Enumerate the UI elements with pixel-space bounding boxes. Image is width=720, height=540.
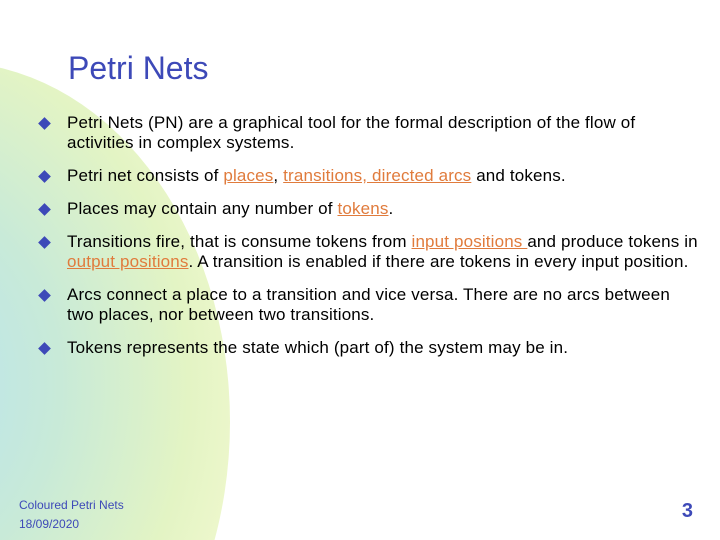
diamond-bullet-icon [38,170,51,183]
bullet-text: Arcs connect a place to a transition and vice versa. There are no arcs between two places, nor between two transitions. [67,285,670,324]
bullet-item [38,285,698,325]
bullet-text: Petri net consists of [67,166,224,185]
bullet-text: Tokens represents the state which (part of) the system may be in. [67,338,569,357]
bullet-text: , [273,166,284,185]
bullet-item [38,113,698,153]
bullet-item [38,338,698,358]
bullet-link[interactable]: transitions, directed arcs [283,166,472,185]
diamond-bullet-icon [38,117,51,130]
bullet-item [38,232,698,272]
bullet-text: Places may contain any number of [67,199,338,218]
bullet-text: and produce tokens in [527,232,698,251]
page-number: 3 [681,500,693,522]
diamond-bullet-icon [38,342,51,355]
diamond-bullet-icon [38,203,51,216]
bullet-text: Petri Nets (PN) are a graphical tool for the formal description of the flow of activities in complex systems. [67,113,636,152]
bullet-text: . [388,199,394,218]
bullet-text: and tokens. [471,166,566,185]
bullet-text: Transitions fire, that is consume tokens from [67,232,412,251]
bullet-item [38,199,698,219]
bullet-text: . A transition is enabled if there are tokens in every input position. [188,252,689,271]
slide-title: Petri Nets [68,50,209,86]
diamond-bullet-icon [38,289,51,302]
bullet-link[interactable]: output positions [67,252,189,271]
bullet-link[interactable]: input positions [411,232,528,251]
bullet-item [38,166,698,186]
bullet-list [38,113,698,371]
bullet-link[interactable]: places [223,166,274,185]
footer-title: Coloured Petri Nets [19,498,124,512]
footer [19,496,124,534]
footer-date: 18/09/2020 [19,517,80,531]
bullet-link[interactable]: tokens [337,199,389,218]
diamond-bullet-icon [38,236,51,249]
